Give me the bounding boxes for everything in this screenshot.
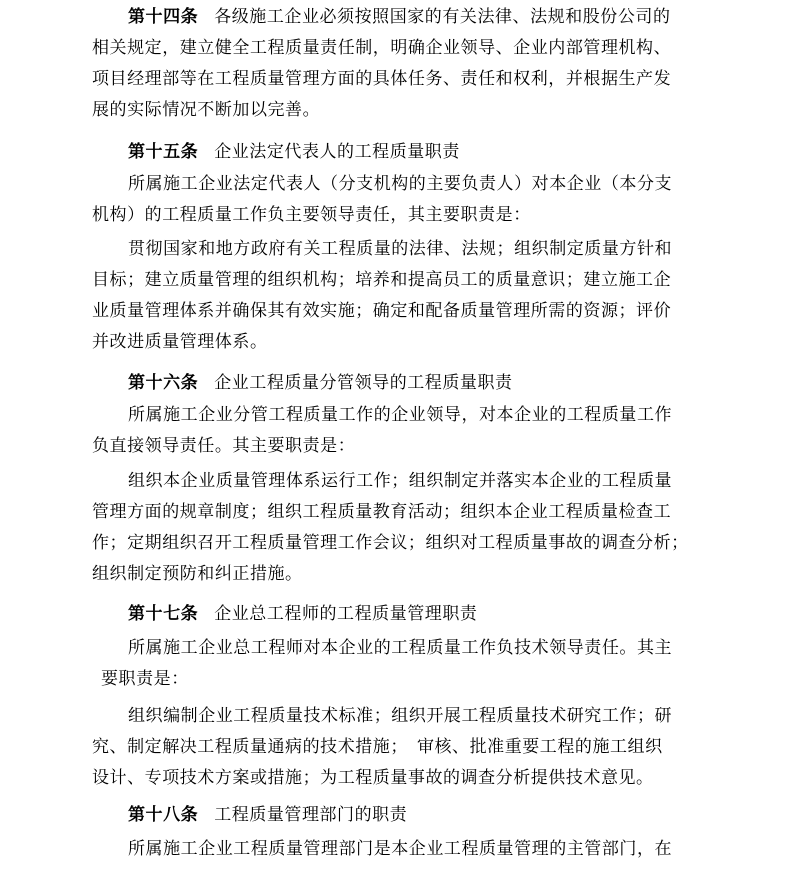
article-18-label: 第十八条: [128, 805, 199, 825]
article-15-para-2-line-2: 目标；建立质量管理的组织机构；培养和提高员工的质量意识；建立施工企: [92, 270, 672, 290]
article-14-text-line-1: 各级施工企业必须按照国家的有关法律、法规和股份公司的: [214, 7, 671, 27]
article-17-heading: [92, 599, 477, 630]
article-17-para-2-line-2: 究、制定解决工程质量通病的技术措施； 审核、批准重要工程的施工组织: [92, 737, 663, 757]
article-15-title: 企业法定代表人的工程质量职责: [214, 142, 460, 162]
article-16-para-2-line-1: 组织本企业质量管理体系运行工作；组织制定并落实本企业的工程质量: [128, 471, 673, 491]
article-18-para-1-line-1: 所属施工企业工程质量管理部门是本企业工程质量管理的主管部门，在: [128, 839, 673, 859]
article-18-heading: [92, 800, 407, 831]
article-16-para-1-line-2: 负直接领导责任。其主要职责是：: [92, 436, 356, 456]
article-16-title: 企业工程质量分管领导的工程质量职责: [214, 373, 513, 393]
article-17-para-1-line-2: 要职责是：: [101, 669, 189, 689]
article-15-para-2-line-4: 并改进质量管理体系。: [92, 332, 268, 352]
article-14-label: 第十四条: [128, 7, 199, 27]
article-15-label: 第十五条: [128, 142, 199, 162]
article-16-label: 第十六条: [128, 373, 199, 393]
article-14-text-line-2: 相关规定，建立健全工程质量责任制，明确企业领导、企业内部管理机构、: [92, 38, 672, 58]
article-16-heading: [92, 368, 513, 399]
article-17-para-2-line-3: 设计、专项技术方案或措施；为工程质量事故的调查分析提供技术意见。: [92, 768, 654, 788]
article-15-para-1-line-2: 机构）的工程质量工作负主要领导责任，其主要职责是：: [92, 205, 531, 225]
article-15-para-2-line-3: 业质量管理体系并确保其有效实施；确定和配备质量管理所需的资源；评价: [92, 301, 672, 321]
article-15-para-2-line-1: 贯彻国家和地方政府有关工程质量的法律、法规；组织制定质量方针和: [128, 239, 673, 259]
article-14-heading-line: [92, 2, 671, 33]
article-16-para-1-line-1: 所属施工企业分管工程质量工作的企业领导，对本企业的工程质量工作: [128, 405, 673, 425]
article-15-para-1-line-1: 所属施工企业法定代表人（分支机构的主要负责人）对本企业（本分支: [128, 174, 673, 194]
article-17-label: 第十七条: [128, 604, 199, 624]
article-14-text-line-4: 展的实际情况不断加以完善。: [92, 100, 321, 120]
article-17-para-1-line-1: 所属施工企业总工程师对本企业的工程质量工作负技术领导责任。其主: [128, 638, 673, 658]
article-16-para-2-line-2: 管理方面的规章制度；组织工程质量教育活动；组织本企业工程质量检查工: [92, 502, 672, 522]
article-14-text-line-3: 项目经理部等在工程质量管理方面的具体任务、责任和权利，并根据生产发: [92, 69, 672, 89]
article-18-title: 工程质量管理部门的职责: [214, 805, 408, 825]
article-16-para-2-line-3: 作；定期组织召开工程质量管理工作会议；组织对工程质量事故的调查分析；: [92, 533, 689, 553]
article-15-heading: [92, 137, 460, 168]
article-17-title: 企业总工程师的工程质量管理职责: [214, 604, 478, 624]
article-16-para-2-line-4: 组织制定预防和纠正措施。: [92, 564, 303, 584]
article-17-para-2-line-1: 组织编制企业工程质量技术标准；组织开展工程质量技术研究工作；研: [128, 706, 673, 726]
